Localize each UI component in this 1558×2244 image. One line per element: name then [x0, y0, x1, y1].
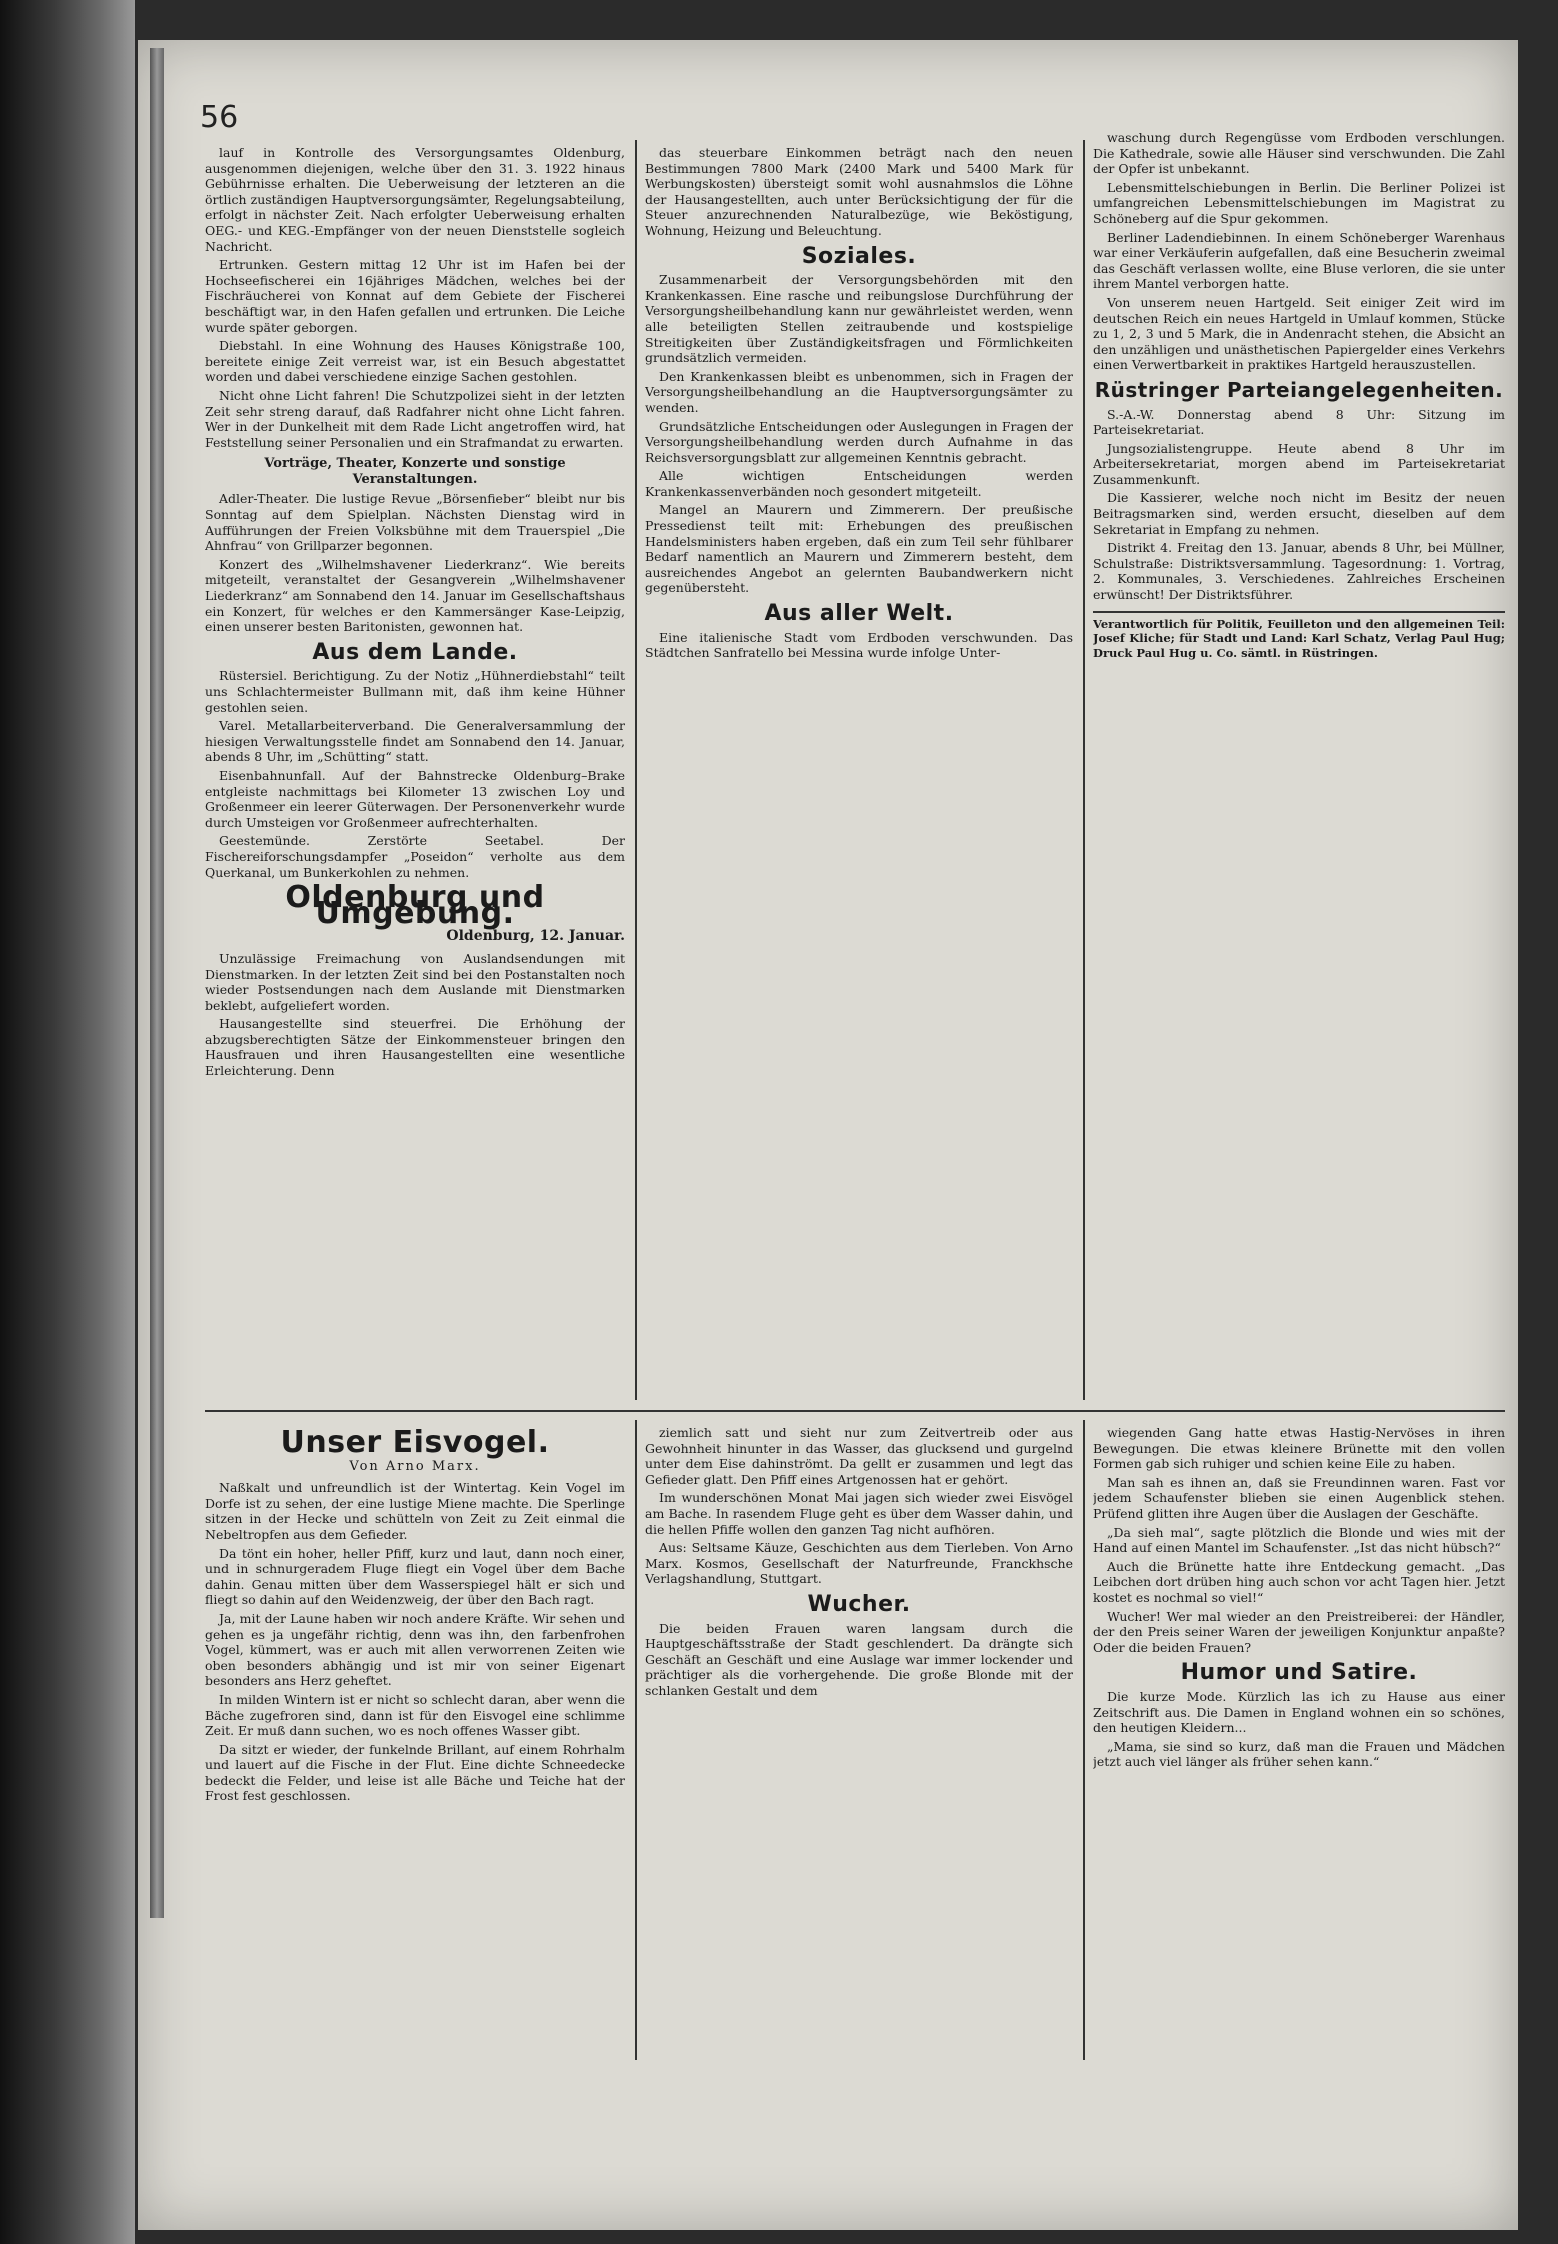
article-text: Geestemünde. Zerstörte Seetabel. Der Fischereiforschungsdampfer „Poseidon“ verholte aus dem Querkanal, um Bunkerkohlen zu nehmen.: [205, 833, 625, 880]
article-text: Grundsätzliche Entscheidungen oder Auslegungen in Fragen der Versorgungsheilbehandlung werden durch Aufnahme in das Reichsversorgungsblatt zur allgemeinen Kenntnis gebracht.: [645, 418, 1073, 465]
section-heading-ruestringer: Rüstringer Parteiangelegenheiten.: [1094, 377, 1504, 402]
article-text: Von unserem neuen Hartgeld. Seit einiger Zeit wird im deutschen Reich ein neues Hartgeld in Umlauf kommen, Stücke zu 1, 2, 3 und 5 Mark, die in Andenracht stehen, die Absicht an den unzähligen und unästhetischen Papiergelder eines Verkehrs einen Verwertbarkeit in praktikes Hartgeld herauszustellen.: [1093, 294, 1505, 373]
imprint: Verantwortlich für Politik, Feuilleton und den allgemeinen Teil: Josef Kliche; für Stadt und Land: Karl Schatz, Verlag Paul Hug; Druck Paul Hug u. Co. sämtl. in Rüstringen.: [1093, 616, 1505, 660]
column-middle: [645, 145, 1073, 1405]
section-heading-events: Vorträge, Theater, Konzerte und sonstige Veranstaltungen.: [264, 456, 566, 487]
column-rule: [1083, 1420, 1085, 2060]
feuilleton-title: Unser Eisvogel.: [280, 1425, 550, 1460]
book-binding: [0, 0, 135, 2244]
article-text: „Da sieh mal“, sagte plötzlich die Blonde und wies mit der Hand auf einen Mantel im Schaufenster. „Ist das nicht hübsch?“: [1093, 1524, 1505, 1556]
article-text: Eine italienische Stadt vom Erdboden verschwunden. Das Städtchen Sanfratello bei Messina wurde infolge Unter-: [645, 629, 1073, 661]
column-rule: [635, 1420, 637, 2060]
article-text: wiegenden Gang hatte etwas Hastig-Nervöses in ihren Bewegungen. Die etwas kleinere Brünette mit den vollen Formen gab sich ruhiger und schien keine Eile zu haben.: [1093, 1425, 1505, 1472]
section-heading-humor: Humor und Satire.: [1180, 1660, 1418, 1686]
article-text: Ja, mit der Laune haben wir noch andere Kräfte. Wir sehen und gehen es ja ungefähr richtig, denn was ihn, den farbenfrohen Vogel, kümmert, was er auch mit allen verworrenen Zeiten wie oben besonders abhängig und ist mir von seiner Eigenart besonders ans Herz geheftet.: [205, 1610, 625, 1689]
article-text: Da tönt ein hoher, heller Pfiff, kurz und laut, dann noch einer, und in schnurgeradem Fluge fliegt ein Vogel über dem Bache dahin. Genau mitten über dem Wasserspiegel hält er sich und fliegt so dahin auf den Weidenzweig, der über den Bach ragt.: [205, 1545, 625, 1608]
section-heading-soziales: Soziales.: [801, 243, 917, 269]
article-text: Mangel an Maurern und Zimmerern. Der preußische Pressedienst teilt mit: Erhebungen des preußischen Handelsministers haben ergeben, daß ein zum Teil sehr fühlbarer Bedarf namentlich an Maurern und Zimmerern besteht, dem ausreichendes Angebot an gelernten Baubandwerkern nicht gegenübersteht.: [645, 502, 1073, 596]
article-text: ziemlich satt und sieht nur zum Zeitvertreib oder aus Gewohnheit hinunter in das Wasser, das glucksend und gurgelnd unter dem Eise dahinströmt. Da gellt er zusammen und legt das Gefieder glatt. Den Pfiff eines Artgenossen hat er gehört.: [645, 1425, 1073, 1487]
section-heading-lande: Aus dem Lande.: [312, 639, 518, 665]
article-text: Auch die Brünette hatte ihre Entdeckung gemacht. „Das Leibchen dort drüben hing auch schon vor acht Tagen hier. Jetzt kostet es nochmal so viel!“: [1093, 1558, 1505, 1605]
article-text: Rüstersiel. Berichtigung. Zu der Notiz „Hühnerdiebstahl“ teilt uns Schlachtermeister Bullmann mit, daß ihm keine Hühner gestohlen seien.: [205, 668, 625, 715]
article-text: lauf in Kontrolle des Versorgungsamtes Oldenburg, ausgenommen diejenigen, welche über den 31. 3. 1922 hinaus Gebührnisse erhalten. Die Ueberweisung der letzteren an die örtlich zuständigen Hauptversorgungsämter, Regelungsabteilung, erfolgt in nächster Zeit. Nach erfolgter Ueberweisung erhalten OEG.- und KEG.-Empfänger von der neuen Dienststelle sogleich Nachricht.: [205, 145, 625, 254]
article-text: In milden Wintern ist er nicht so schlecht daran, aber wenn die Bäche zugefroren sind, dann ist für den Eisvogel eine schlimme Zeit. Er muß dann suchen, wo es noch offenes Wasser gibt.: [205, 1691, 625, 1739]
feuilleton-column: [205, 1425, 625, 2050]
article-text: Hausangestellte sind steuerfrei. Die Erhöhung der abzugsberechtigten Sätze der Einkommensteuer bringen den Hausfrauen und ihren Hausangestellten eine wesentliche Erleichterung. Denn: [205, 1016, 625, 1079]
column-rule: [635, 140, 637, 1400]
dateline: Oldenburg, 12. Januar.: [446, 928, 625, 945]
column-rule: [1083, 140, 1085, 1400]
column-left: [205, 145, 625, 1405]
feuilleton-byline: Von Arno Marx.: [349, 1458, 481, 1474]
article-text: Unzulässige Freimachung von Auslandsendungen mit Dienstmarken. In der letzten Zeit sind bei den Postanstalten noch wieder Postsendungen nach dem Auslande mit Dienstmarken beklebt, aufgeliefert worden.: [205, 950, 625, 1013]
section-heading-wucher: Wucher.: [807, 1591, 911, 1617]
section-heading-oldenburg: Oldenburg und Umgebung.: [285, 880, 545, 931]
article-text: Varel. Metallarbeiterverband. Die Generalversammlung der hiesigen Verwaltungsstelle findet am Sonnabend den 14. Januar, abends 8 Uhr, im „Schütting“ statt.: [205, 718, 625, 765]
article-text: Im wunderschönen Monat Mai jagen sich wieder zwei Eisvögel am Bache. In rasendem Fluge geht es über dem Wasser dahin, und die hellen Pfiffe wollen den ganzen Tag nicht aufhören.: [645, 1490, 1073, 1537]
article-text: Die beiden Frauen waren langsam durch die Hauptgeschäftsstraße der Stadt geschlendert. Da drängte sich Geschäft an Geschäft und eine Auslage war immer lockender und prächtiger als die vorhergehende. Die große Blonde mit der schlanken Gestalt und dem: [645, 1620, 1073, 1698]
article-text: Die kurze Mode. Kürzlich las ich zu Hause aus einer Zeitschrift aus. Die Damen in England wohnen ein so schönes, den heutigen Kleidern...: [1093, 1688, 1505, 1736]
section-heading-welt: Aus aller Welt.: [764, 601, 954, 627]
article-text: Lebensmittelschiebungen in Berlin. Die Berliner Polizei ist umfangreichen Lebensmittelschiebungen im Magistrat zu Schöneberg auf die Spur gekommen.: [1093, 179, 1505, 226]
article-text: Berliner Ladendiebinnen. In einem Schöneberger Warenhaus war einer Verkäuferin aufgefallen, daß eine Besucherin zweimal das Geschäft verlassen wollte, eine Bluse verloren, die sie unter ihrem Mantel verborgen hatte.: [1093, 229, 1505, 292]
article-text: Jungsozialistengruppe. Heute abend 8 Uhr im Arbeitersekretariat, morgen abend im Parteisekretariat Zusammenkunft.: [1093, 440, 1505, 487]
article-text: Eisenbahnunfall. Auf der Bahnstrecke Oldenburg–Brake entgleiste nachmittags bei Kilometer 13 zwischen Loy und Großenmeer ein leerer Güterwagen. Der Personenverkehr wurde durch Umsteigen vor Großenmeer aufrechterhalten.: [205, 767, 625, 830]
bottom-middle-column: [645, 1425, 1073, 2050]
article-text: Zusammenarbeit der Versorgungsbehörden mit den Krankenkassen. Eine rasche und reibungslose Durchführung der Versorgungsheilbehandlung kann nur gewährleistet werden, wenn alle beteiligten Stellen zeitraubende und kostspielige Streitigkeiten über Zuständigkeitsfragen und Förmlichkeiten grundsätzlich vermeiden.: [645, 272, 1073, 366]
article-text: Da sitzt er wieder, der funkelnde Brillant, auf einem Rohrhalm und lauert auf die Fische in der Flut. Eine dichte Schneedecke bedeckt die Felder, und leise ist alle Bäche und Teiche hat der Frost fest geschlossen.: [205, 1741, 625, 1804]
article-text: Konzert des „Wilhelmshavener Liederkranz“. Wie bereits mitgeteilt, veranstaltet der Gesangverein „Wilhelmshavener Liederkranz“ am Sonnabend den 14. Januar im Gesellschaftshaus ein Konzert, für welches er den Kammersänger Kase-Leipzig, einen unserer besten Baritonisten, gewonnen hat.: [205, 556, 625, 635]
article-text: Nicht ohne Licht fahren! Die Schutzpolizei sieht in der letzten Zeit sehr streng darauf, daß Radfahrer nicht ohne Licht fahren. Wer in der Dunkelheit mit dem Rade Licht angetroffen wird, hat Feststellung seiner Personalien und ein Strafmandat zu erwarten.: [205, 387, 625, 450]
section-rule: [205, 1410, 1505, 1412]
binding-strip: [150, 48, 164, 1918]
article-text: Wucher! Wer mal wieder an den Preistreiberei: der Händler, der den Preis seiner Waren der jeweiligen Konjunktur anpaßte? Oder die beiden Frauen?: [1093, 1608, 1505, 1655]
article-text: Diebstahl. In eine Wohnung des Hauses Königstraße 100, bereitete einige Zeit verreist war, ist ein Besuch abgestattet worden und dabei verschiedene einzige Sachen gestohlen.: [205, 338, 625, 385]
article-text: Naßkalt und unfreundlich ist der Wintertag. Kein Vogel im Dorfe ist zu sehen, der eine lustige Miene machte. Die Sperlinge sitzen in der Hecke und schütteln von Zeit zu Zeit einmal die Nebeltropfen aus dem Gefieder.: [205, 1480, 625, 1542]
article-text: Distrikt 4. Freitag den 13. Januar, abends 8 Uhr, bei Müllner, Schulstraße: Distriktsversammlung. Tagesordnung: 1. Vortrag, 2. Kommunales, 3. Verschiedenes. Zahlreiches Erscheinen erwünscht! Der Distriktsführer.: [1093, 540, 1505, 603]
article-text: S.-A.-W. Donnerstag abend 8 Uhr: Sitzung im Parteisekretariat.: [1093, 406, 1505, 438]
article-text: das steuerbare Einkommen beträgt nach den neuen Bestimmungen 7800 Mark (2400 Mark und 5400 Mark für Werbungskosten) übersteigt somit wohl ausnahmslos die Löhne der Hausangestellten, auch unter Berücksichtigung der für die Steuer anzurechnenden Naturalbezüge, wie Beköstigung, Wohnung, Heizung und Beleuchtung.: [645, 145, 1073, 238]
page-number: 56: [200, 100, 239, 135]
article-text: Alle wichtigen Entscheidungen werden Krankenkassenverbänden noch gesondert mitgeteilt.: [645, 468, 1073, 499]
article-text: Man sah es ihnen an, daß sie Freundinnen waren. Fast vor jedem Schaufenster blieben sie einen Augenblick stehen. Prüfend glitten ihre Augen über die Auslagen der Geschäfte.: [1093, 1474, 1505, 1521]
article-text: waschung durch Regengüsse vom Erdboden verschlungen. Die Kathedrale, sowie alle Häuser sind verschwunden. Die Zahl der Opfer ist unbekannt.: [1093, 130, 1505, 177]
article-text: Ertrunken. Gestern mittag 12 Uhr ist im Hafen bei der Hochseefischerei ein 16jähriges Mädchen, welches bei der Fischräucherei von Konnat auf dem Gebiete der Fischerei beschäftigt war, in den Hafen gefallen und ertrunken. Die Leiche wurde später geborgen.: [205, 257, 625, 335]
column-right: [1093, 130, 1505, 1405]
article-text: Den Krankenkassen bleibt es unbenommen, sich in Fragen der Versorgungsheilbehandlung an die Hauptversorgungsämter zu wenden.: [645, 368, 1073, 415]
imprint-rule: [1093, 611, 1505, 613]
article-text: „Mama, sie sind so kurz, daß man die Frauen und Mädchen jetzt auch viel länger als früher sehen kann.“: [1093, 1738, 1505, 1770]
article-text: Die Kassierer, welche noch nicht im Besitz der neuen Beitragsmarken sind, werden ersucht, dieselben auf dem Sekretariat in Empfang zu nehmen.: [1093, 490, 1505, 537]
article-text: Adler-Theater. Die lustige Revue „Börsenfieber“ bleibt nur bis Sonntag auf dem Spielplan. Nächsten Dienstag wird in Aufführungen der Freien Volksbühne mit dem Trauerspiel „Die Ahnfrau“ von Grillparzer begonnen.: [205, 491, 625, 554]
bottom-right-column: [1093, 1425, 1505, 2050]
article-text: Aus: Seltsame Käuze, Geschichten aus dem Tierleben. Von Arno Marx. Kosmos, Gesellschaft der Naturfreunde, Franckhsche Verlagshandlung, Stuttgart.: [645, 1540, 1073, 1587]
